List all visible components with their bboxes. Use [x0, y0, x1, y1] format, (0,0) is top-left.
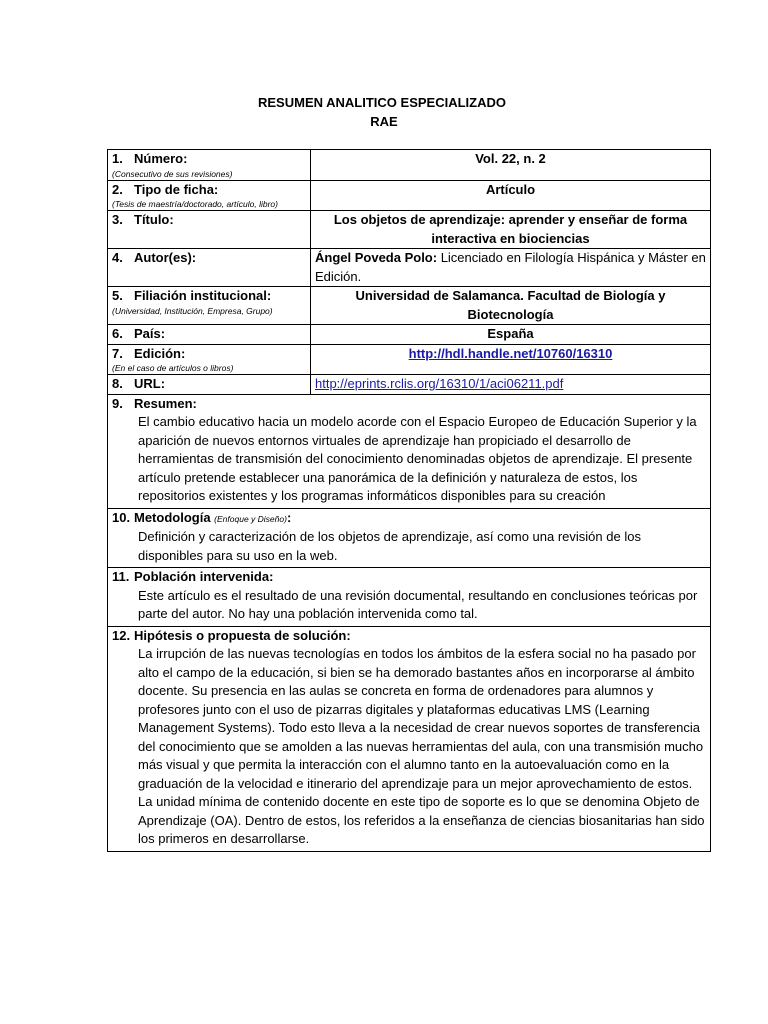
row-number: 12.: [112, 627, 131, 643]
row-label: Metodología: [134, 509, 211, 525]
poblacion-cell: [108, 568, 711, 627]
label-cell: [108, 325, 311, 345]
row-url: [108, 375, 711, 395]
url-link[interactable]: http://eprints.rclis.org/16310/1/aci06211.pdf: [315, 376, 564, 391]
row-numero: [108, 150, 711, 181]
row-titulo: [108, 211, 711, 249]
row-label: Autor(es):: [134, 250, 197, 265]
row-label: País:: [134, 326, 166, 341]
metodologia-text: Definición y caracterización de los objetos de aprendizaje, así como una revisión de los disponibles para su uso en la web.: [138, 529, 641, 563]
row-edicion: [108, 344, 711, 375]
row-number: 1.: [112, 151, 123, 166]
rae-table: [107, 149, 711, 852]
autor-value: [311, 249, 711, 287]
document-title: RESUMEN ANALITICO ESPECIALIZADO: [258, 95, 506, 110]
url-cell: [311, 375, 711, 395]
row-metodologia: [108, 508, 711, 568]
row-number: 4.: [112, 250, 123, 265]
row-hint: (Universidad, Institución, Empresa, Grupo): [112, 305, 273, 316]
resumen-text: El cambio educativo hacia un modelo acorde con el Espacio Europeo de Educación Superior y la aparición de nuevos entornos virtuales de aprendizaje han propiciado el desarrollo de herramientas de transmisión del conocimiento denominadas objetos de aprendizaje. El presente artículo pretende establecer una panorámica de la definición y naturaleza de estos, los repositorios existentes y los programas informáticos disponibles para su creación: [138, 414, 697, 503]
row-pais: [108, 325, 711, 345]
metodologia-cell: [108, 508, 711, 568]
row-number: 3.: [112, 212, 123, 227]
label-cell: [108, 211, 311, 249]
label-cell: [108, 180, 311, 211]
poblacion-text: Este artículo es el resultado de una revisión documental, resultando en conclusiones teóricas por parte del autor. No hay una población intervenida como tal.: [138, 587, 698, 621]
pais-value: España: [311, 325, 711, 345]
edicion-cell: [311, 344, 711, 375]
filiacion-value: Universidad de Salamanca. Facultad de Biología y Biotecnología: [311, 287, 711, 325]
titulo-value: Los objetos de aprendizaje: aprender y enseñar de forma interactiva en biociencias: [311, 211, 711, 249]
row-colon: :: [286, 509, 292, 525]
row-tipo: [108, 180, 711, 211]
label-cell: [108, 287, 311, 325]
row-number: 7.: [112, 345, 123, 361]
row-number: 5.: [112, 288, 123, 303]
row-number: 10.: [112, 509, 131, 525]
row-label: Población intervenida:: [134, 569, 274, 584]
label-cell: [108, 150, 311, 181]
row-resumen: [108, 394, 711, 508]
row-number: 2.: [112, 181, 123, 197]
resumen-cell: [108, 394, 711, 508]
label-cell: [108, 344, 311, 375]
row-label: Filiación institucional:: [134, 288, 272, 303]
row-label: Resumen:: [134, 395, 197, 411]
row-number: 6.: [112, 326, 123, 341]
row-poblacion: [108, 568, 711, 627]
edicion-link[interactable]: http://hdl.handle.net/10760/16310: [408, 345, 613, 361]
row-autor: [108, 249, 711, 287]
row-number: 11.: [112, 569, 130, 584]
document-subtitle: RAE: [370, 114, 398, 129]
row-filiacion: [108, 287, 711, 325]
label-cell: [108, 375, 311, 395]
author-description: Licenciado en Filología Hispánica y Máster en Edición.: [315, 250, 706, 284]
row-label: Edición:: [134, 345, 186, 361]
row-label: Título:: [134, 212, 174, 227]
row-hipotesis: [108, 626, 711, 851]
row-hint: (Tesis de maestría/doctorado, artículo, libro): [112, 199, 278, 209]
label-cell: [108, 249, 311, 287]
hipotesis-cell: [108, 626, 711, 851]
row-label: Hipótesis o propuesta de solución:: [134, 627, 351, 643]
row-label: Tipo de ficha:: [134, 181, 219, 197]
tipo-value: Artículo: [311, 180, 711, 211]
row-hint: (Consecutivo de sus revisiones): [112, 168, 233, 179]
row-hint: (En el caso de artículos o libros): [112, 363, 234, 373]
author-name: Ángel Poveda Polo:: [315, 250, 438, 265]
row-number: 9.: [112, 395, 123, 411]
row-label: URL:: [134, 376, 166, 391]
hipotesis-text: La irrupción de las nuevas tecnologías en todos los ámbitos de la esfera social no ha pasado por alto el campo de la educación, si bien se ha demorado bastantes años en incorporarse al ámbito docente. Su presencia en las aulas se concreta en forma de ordenadores para alumnos y profesores junto con el uso de pizarras digitales y plataformas educativas LMS (Learning Management Systems). Todo esto lleva a la necesidad de crear nuevos soportes de transferencia del conocimiento que se amolden a las nuevas herramientas del aula, con una transmisión mucho más visual y que permita la interacción con el alumno tanto en la autoevaluación como en la graduación de la velocidad e itinerario del aprendizaje para un mejor aprovechamiento de estos. La unidad mínima de contenido docente en este tipo de soporte es lo que se denomina Objeto de Aprendizaje (OA). Dentro de estos, los referidos a la enseñanza de ciencias biosanitarias han sido los primeros en desarrollarse.: [138, 646, 705, 846]
numero-value: Vol. 22, n. 2: [311, 150, 711, 181]
row-label: Número:: [134, 151, 188, 166]
row-number: 8.: [112, 376, 123, 391]
row-hint: (Enfoque y Diseño): [214, 513, 287, 524]
